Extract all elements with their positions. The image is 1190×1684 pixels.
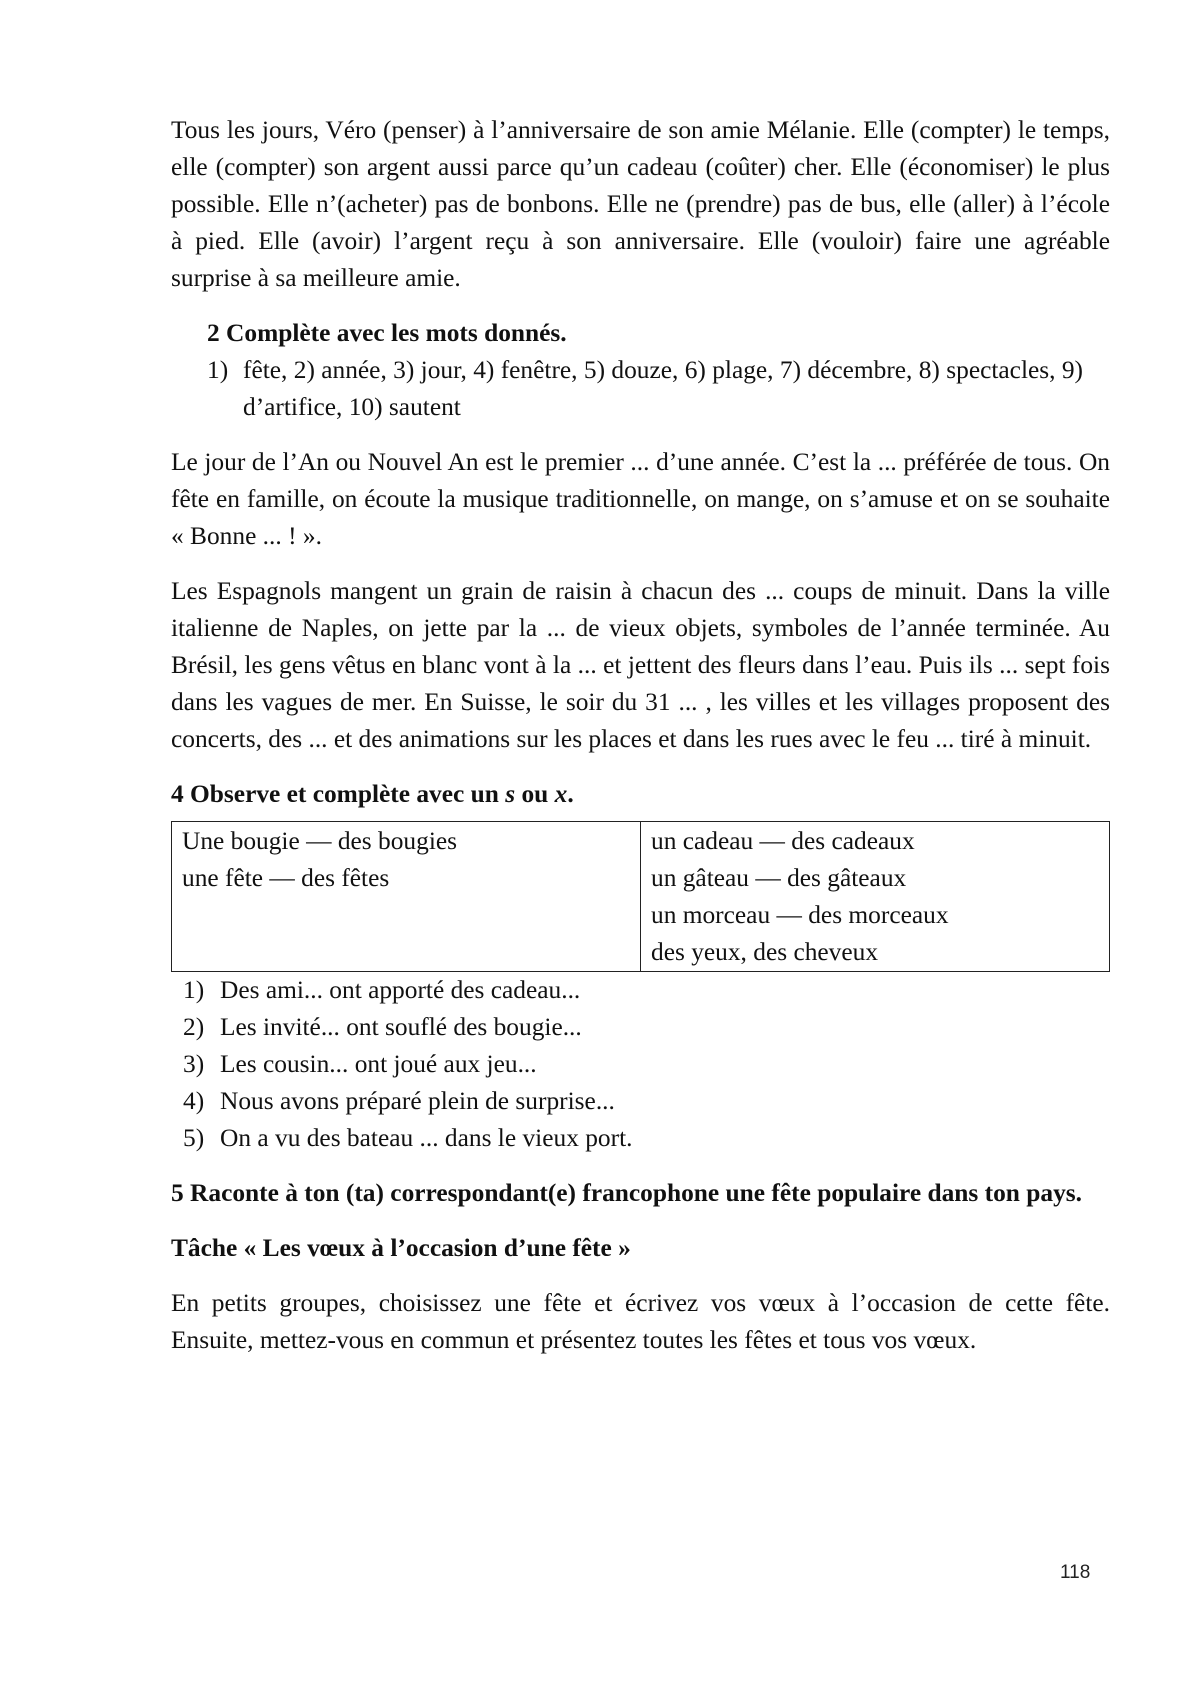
exercise-4-table: [171, 821, 1110, 972]
intro-paragraph: Tous les jours, Véro (penser) à l’anniversaire de son amie Mélanie. Elle (compter) le temps, elle (compter) son argent aussi parce qu’un cadeau (coûter) cher. Elle (économiser) le plus possible. Elle n’(acheter) pas de bonbons. Elle ne (prendre) pas de bus, elle (aller) à l’école à pied. Elle (avoir) l’argent reçu à son anniversaire. Elle (vouloir) faire une agréable surprise à sa meilleure amie.: [171, 116, 1110, 292]
exercise-5-heading: 5 Raconte à ton (ta) correspondant(e) francophone une fête populaire dans ton pays.: [171, 1179, 1083, 1207]
list-item: [183, 972, 1110, 1009]
list-item-number: 3): [183, 1050, 205, 1078]
exercise-4-heading-s: s: [505, 780, 516, 808]
table-cell-right: [641, 822, 1110, 972]
list-item-text: Des ami... ont apporté des cadeau...: [220, 976, 581, 1004]
exercise-4-heading-prefix: 4 Observe et complète avec un: [171, 780, 506, 808]
table-line: une fête — des fêtes: [182, 864, 390, 892]
list-item: [183, 1046, 1110, 1083]
list-item-number: 1): [183, 976, 205, 1004]
table-row: [172, 822, 1110, 972]
list-item: [183, 1083, 1110, 1120]
list-item-text: fête, 2) année, 3) jour, 4) fenêtre, 5) douze, 6) plage, 7) décembre, 8) spectacles, 9) d’artifice, 10) sautent: [243, 356, 1083, 421]
list-item-number: 4): [183, 1087, 205, 1115]
exercise-4-heading: [171, 776, 1110, 813]
exercise-4-list: [171, 972, 1110, 1157]
exercise-2-paragraph-1: Le jour de l’An ou Nouvel An est le premier ... d’une année. C’est la ... préférée de tous. On fête en famille, on écoute la musique traditionnelle, on mange, on s’amuse et on se souhaite « Bonne ... ! ».: [171, 448, 1110, 550]
list-item-text: Les cousin... ont joué aux jeu...: [220, 1050, 537, 1078]
exercise-2-paragraph-2: Les Espagnols mangent un grain de raisin à chacun des ... coups de minuit. Dans la ville italienne de Naples, on jette par la ... de vieux objets, symboles de l’année terminée. Au Brésil, les gens vêtus en blanc vont à la ... et jettent des fleurs dans l’eau. Puis ils ... sept fois dans les vagues de mer. En Suisse, le soir du 31 ... , les villes et les villages proposent des concerts, des ... et des animations sur les places et dans les rues avec le feu ... tiré à minuit.: [171, 577, 1110, 753]
list-item: [183, 1120, 1110, 1157]
document-page: [171, 112, 1110, 1359]
table-line: un cadeau — des cadeaux: [651, 827, 915, 855]
list-item-text: On a vu des bateau ... dans le vieux port.: [220, 1124, 633, 1152]
list-item-number: 2): [183, 1013, 205, 1041]
table-line: un morceau — des morceaux: [651, 901, 949, 929]
table-line: des yeux, des cheveux: [651, 938, 879, 966]
list-item-number: 1): [207, 356, 229, 384]
exercise-2-word-list: [171, 352, 1110, 426]
table-line: Une bougie — des bougies: [182, 827, 458, 855]
list-item-text: Les invité... ont souflé des bougie...: [220, 1013, 582, 1041]
exercise-4-heading-mid: ou: [515, 780, 555, 808]
exercise-4-heading-x: x: [554, 780, 568, 808]
list-item: [207, 352, 1110, 426]
page-number: 118: [1060, 1562, 1091, 1583]
exercise-2-heading: 2 Complète avec les mots donnés.: [207, 319, 567, 347]
list-item-text: Nous avons préparé plein de surprise...: [220, 1087, 615, 1115]
tache-heading: Tâche « Les vœux à l’occasion d’une fête »: [171, 1234, 631, 1262]
list-item-number: 5): [183, 1124, 205, 1152]
tache-paragraph: En petits groupes, choisissez une fête et écrivez vos vœux à l’occasion de cette fête. Ensuite, mettez-vous en commun et présentez toutes les fêtes et tous vos vœux.: [171, 1289, 1110, 1354]
exercise-4-heading-suffix: .: [567, 780, 574, 808]
table-cell-left: [172, 822, 641, 972]
list-item: [183, 1009, 1110, 1046]
table-line: un gâteau — des gâteaux: [651, 864, 907, 892]
